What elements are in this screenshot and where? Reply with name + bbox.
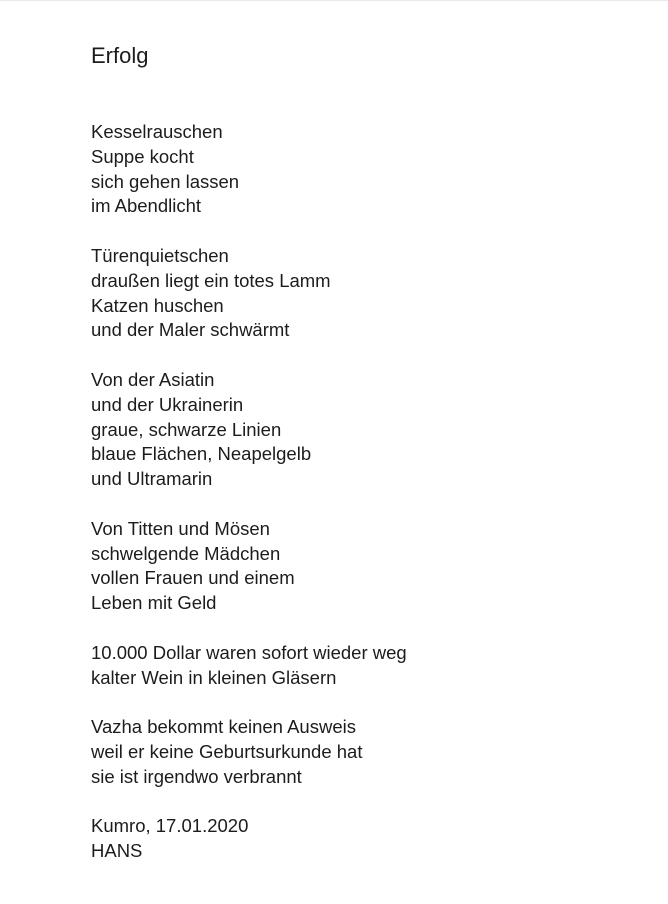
stanza-4 bbox=[91, 517, 407, 616]
poem-line: vollen Frauen und einem bbox=[91, 567, 295, 589]
poem-line: weil er keine Geburtsurkunde hat bbox=[91, 740, 363, 762]
poem-line: im Abendlicht bbox=[91, 195, 202, 217]
poem-line: sich gehen lassen bbox=[91, 170, 240, 192]
poem-title: Erfolg bbox=[91, 43, 149, 68]
poem-line: graue, schwarze Linien bbox=[91, 418, 282, 440]
stanza-6 bbox=[91, 715, 407, 789]
poem-line: Von Titten und Mösen bbox=[91, 517, 270, 539]
poem-line: und der Maler schwärmt bbox=[91, 319, 290, 341]
poem-line: kalter Wein in kleinen Gläsern bbox=[91, 666, 337, 688]
poem-line: Leben mit Geld bbox=[91, 592, 217, 614]
poem-line: Katzen huschen bbox=[91, 294, 224, 316]
poem-line: Vazha bekommt keinen Ausweis bbox=[91, 716, 356, 738]
poem-line: schwelgende Mädchen bbox=[91, 542, 281, 564]
poem-line: Suppe kocht bbox=[91, 145, 194, 167]
poem-line: sie ist irgendwo verbrannt bbox=[91, 765, 302, 787]
author-name: HANS bbox=[91, 840, 143, 862]
stanza-1 bbox=[91, 120, 407, 219]
poem-line: blaue Flächen, Neapelgelb bbox=[91, 443, 312, 465]
poem-line: Türenquietschen bbox=[91, 244, 229, 266]
poem-line: draußen liegt ein totes Lamm bbox=[91, 269, 331, 291]
poem-line: Kesselrauschen bbox=[91, 121, 223, 142]
stanza-2 bbox=[91, 244, 407, 343]
poem-line: und Ultramarin bbox=[91, 468, 213, 490]
poem-line: und der Ukrainerin bbox=[91, 393, 244, 415]
poem-line: Von der Asiatin bbox=[91, 368, 215, 390]
signature-block bbox=[91, 814, 407, 864]
stanza-5 bbox=[91, 641, 407, 691]
place-date: Kumro, 17.01.2020 bbox=[91, 815, 249, 837]
poem-body bbox=[91, 120, 407, 864]
poem-line: 10.000 Dollar waren sofort wieder weg bbox=[91, 641, 407, 663]
stanza-3 bbox=[91, 368, 407, 492]
